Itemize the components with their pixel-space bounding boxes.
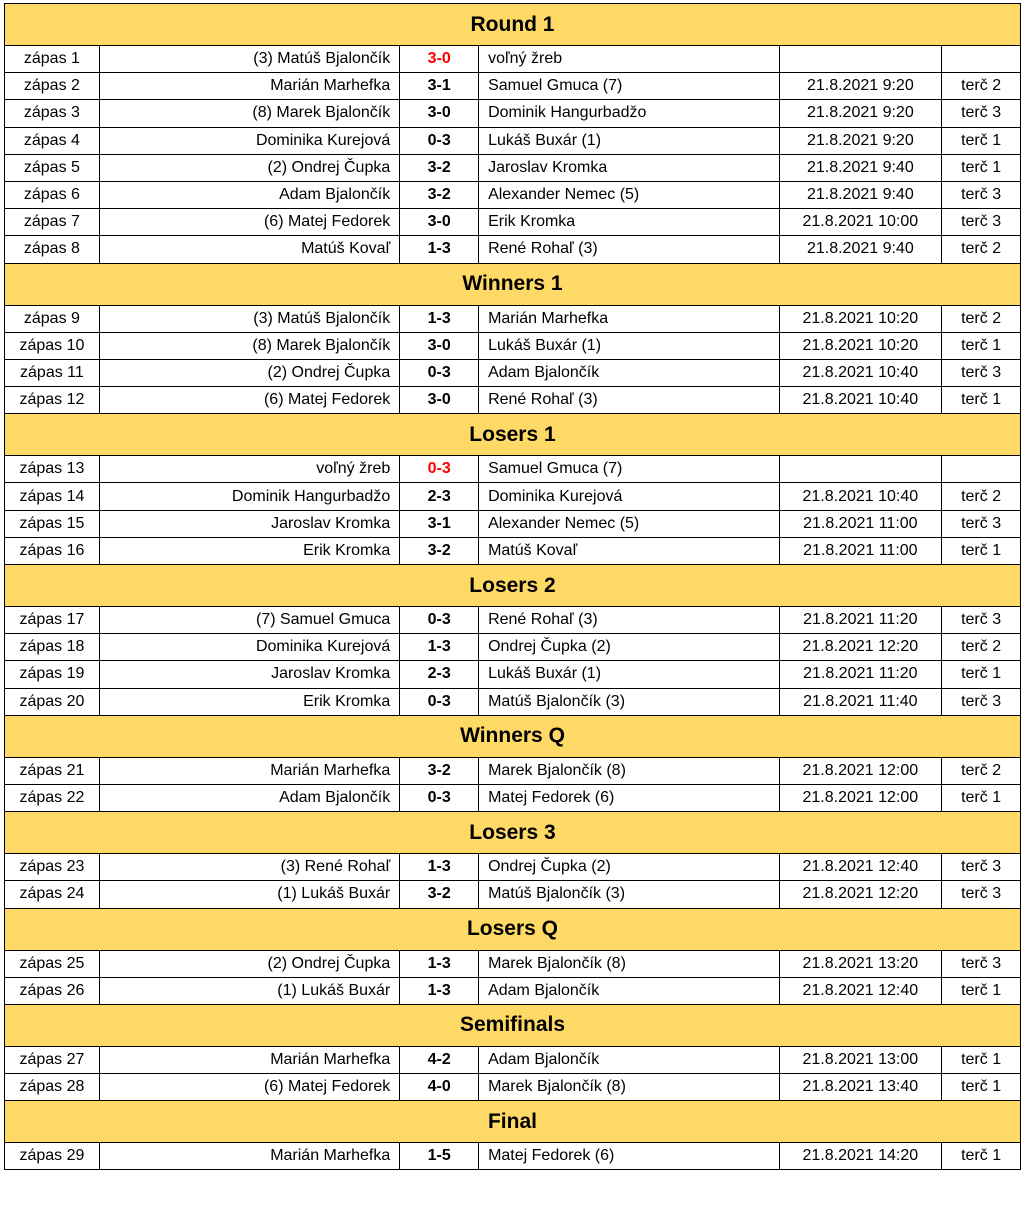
section-header: Losers 3	[4, 811, 1021, 854]
home-player-cell: Marián Marhefka	[99, 1142, 400, 1170]
match-number-cell: zápas 18	[4, 633, 100, 661]
table-row	[4, 235, 1021, 263]
datetime-cell: 21.8.2021 10:20	[779, 305, 943, 333]
score-cell: 2-3	[399, 482, 479, 510]
board-cell: terč 1	[941, 1142, 1021, 1170]
datetime-cell: 21.8.2021 12:40	[779, 853, 943, 881]
match-number-cell: zápas 29	[4, 1142, 100, 1170]
board-cell: terč 1	[941, 154, 1021, 182]
datetime-cell: 21.8.2021 11:40	[779, 688, 943, 716]
board-cell: terč 1	[941, 977, 1021, 1005]
home-player-cell: Adam Bjalončík	[99, 784, 400, 812]
home-player-cell: Dominika Kurejová	[99, 633, 400, 661]
table-row	[4, 305, 1021, 333]
match-number-cell: zápas 20	[4, 688, 100, 716]
datetime-cell: 21.8.2021 10:00	[779, 208, 943, 236]
table-row	[4, 99, 1021, 127]
table-row	[4, 1073, 1021, 1101]
score-cell: 0-3	[399, 784, 479, 812]
table-row	[4, 154, 1021, 182]
score-cell: 0-3	[399, 455, 479, 483]
datetime-cell	[779, 45, 943, 73]
section-header: Final	[4, 1100, 1021, 1143]
score-cell: 3-0	[399, 99, 479, 127]
table-row	[4, 660, 1021, 688]
match-number-cell: zápas 5	[4, 154, 100, 182]
score-cell: 3-0	[399, 386, 479, 414]
section-header: Winners Q	[4, 715, 1021, 758]
datetime-cell: 21.8.2021 10:20	[779, 332, 943, 360]
board-cell: terč 3	[941, 880, 1021, 908]
table-row	[4, 72, 1021, 100]
board-cell: terč 1	[941, 537, 1021, 565]
match-number-cell: zápas 21	[4, 757, 100, 785]
home-player-cell: Erik Kromka	[99, 537, 400, 565]
table-row	[4, 1142, 1021, 1170]
board-cell	[941, 45, 1021, 73]
away-player-cell: Matej Fedorek (6)	[478, 1142, 779, 1170]
board-cell	[941, 455, 1021, 483]
match-number-cell: zápas 1	[4, 45, 100, 73]
home-player-cell: (1) Lukáš Buxár	[99, 977, 400, 1005]
score-cell: 3-2	[399, 154, 479, 182]
board-cell: terč 1	[941, 127, 1021, 155]
score-cell: 3-2	[399, 757, 479, 785]
table-row	[4, 633, 1021, 661]
section-header: Losers 2	[4, 564, 1021, 607]
home-player-cell: (3) René Rohaľ	[99, 853, 400, 881]
away-player-cell: Matúš Bjalončík (3)	[478, 880, 779, 908]
score-cell: 1-3	[399, 305, 479, 333]
away-player-cell: Adam Bjalončík	[478, 977, 779, 1005]
match-number-cell: zápas 16	[4, 537, 100, 565]
datetime-cell: 21.8.2021 12:40	[779, 977, 943, 1005]
score-cell: 3-0	[399, 45, 479, 73]
match-number-cell: zápas 6	[4, 181, 100, 209]
match-number-cell: zápas 12	[4, 386, 100, 414]
table-row	[4, 606, 1021, 634]
score-cell: 1-3	[399, 633, 479, 661]
away-player-cell: René Rohaľ (3)	[478, 606, 779, 634]
section-header: Losers Q	[4, 908, 1021, 951]
board-cell: terč 1	[941, 660, 1021, 688]
board-cell: terč 3	[941, 688, 1021, 716]
score-cell: 1-3	[399, 977, 479, 1005]
datetime-cell: 21.8.2021 12:00	[779, 757, 943, 785]
score-cell: 0-3	[399, 359, 479, 387]
home-player-cell: Marián Marhefka	[99, 72, 400, 100]
home-player-cell: (2) Ondrej Čupka	[99, 154, 400, 182]
match-number-cell: zápas 9	[4, 305, 100, 333]
home-player-cell: Matúš Kovaľ	[99, 235, 400, 263]
away-player-cell: Adam Bjalončík	[478, 359, 779, 387]
home-player-cell: Marián Marhefka	[99, 1046, 400, 1074]
score-cell: 4-2	[399, 1046, 479, 1074]
match-number-cell: zápas 13	[4, 455, 100, 483]
section-header: Losers 1	[4, 413, 1021, 456]
score-cell: 0-3	[399, 688, 479, 716]
away-player-cell: Samuel Gmuca (7)	[478, 72, 779, 100]
away-player-cell: voľný žreb	[478, 45, 779, 73]
board-cell: terč 2	[941, 72, 1021, 100]
score-cell: 1-3	[399, 950, 479, 978]
table-row	[4, 853, 1021, 881]
board-cell: terč 3	[941, 208, 1021, 236]
table-row	[4, 359, 1021, 387]
board-cell: terč 1	[941, 1073, 1021, 1101]
score-cell: 3-2	[399, 181, 479, 209]
away-player-cell: Lukáš Buxár (1)	[478, 332, 779, 360]
score-cell: 0-3	[399, 127, 479, 155]
away-player-cell: Marek Bjalončík (8)	[478, 757, 779, 785]
datetime-cell: 21.8.2021 11:20	[779, 660, 943, 688]
away-player-cell: Jaroslav Kromka	[478, 154, 779, 182]
table-row	[4, 127, 1021, 155]
match-number-cell: zápas 19	[4, 660, 100, 688]
away-player-cell: Alexander Nemec (5)	[478, 510, 779, 538]
score-cell: 3-2	[399, 880, 479, 908]
datetime-cell: 21.8.2021 9:20	[779, 72, 943, 100]
away-player-cell: Marek Bjalončík (8)	[478, 950, 779, 978]
home-player-cell: (6) Matej Fedorek	[99, 1073, 400, 1101]
home-player-cell: (1) Lukáš Buxár	[99, 880, 400, 908]
away-player-cell: Marián Marhefka	[478, 305, 779, 333]
away-player-cell: Erik Kromka	[478, 208, 779, 236]
table-row	[4, 688, 1021, 716]
datetime-cell: 21.8.2021 10:40	[779, 386, 943, 414]
match-number-cell: zápas 15	[4, 510, 100, 538]
away-player-cell: Ondrej Čupka (2)	[478, 633, 779, 661]
board-cell: terč 2	[941, 305, 1021, 333]
table-row	[4, 977, 1021, 1005]
table-row	[4, 880, 1021, 908]
table-row	[4, 1046, 1021, 1074]
away-player-cell: René Rohaľ (3)	[478, 235, 779, 263]
home-player-cell: (2) Ondrej Čupka	[99, 359, 400, 387]
table-row	[4, 332, 1021, 360]
home-player-cell: (2) Ondrej Čupka	[99, 950, 400, 978]
match-number-cell: zápas 3	[4, 99, 100, 127]
datetime-cell: 21.8.2021 9:20	[779, 99, 943, 127]
table-row	[4, 455, 1021, 483]
datetime-cell: 21.8.2021 12:20	[779, 880, 943, 908]
away-player-cell: Lukáš Buxár (1)	[478, 660, 779, 688]
score-cell: 4-0	[399, 1073, 479, 1101]
board-cell: terč 1	[941, 386, 1021, 414]
away-player-cell: Marek Bjalončík (8)	[478, 1073, 779, 1101]
table-row	[4, 386, 1021, 414]
board-cell: terč 3	[941, 181, 1021, 209]
home-player-cell: Marián Marhefka	[99, 757, 400, 785]
datetime-cell: 21.8.2021 14:20	[779, 1142, 943, 1170]
match-number-cell: zápas 7	[4, 208, 100, 236]
datetime-cell: 21.8.2021 13:20	[779, 950, 943, 978]
table-row	[4, 208, 1021, 236]
score-cell: 3-0	[399, 208, 479, 236]
board-cell: terč 3	[941, 950, 1021, 978]
board-cell: terč 3	[941, 510, 1021, 538]
table-row	[4, 950, 1021, 978]
away-player-cell: Adam Bjalončík	[478, 1046, 779, 1074]
away-player-cell: Lukáš Buxár (1)	[478, 127, 779, 155]
datetime-cell: 21.8.2021 13:00	[779, 1046, 943, 1074]
away-player-cell: René Rohaľ (3)	[478, 386, 779, 414]
away-player-cell: Alexander Nemec (5)	[478, 181, 779, 209]
match-number-cell: zápas 11	[4, 359, 100, 387]
away-player-cell: Matúš Kovaľ	[478, 537, 779, 565]
board-cell: terč 1	[941, 332, 1021, 360]
score-cell: 1-3	[399, 853, 479, 881]
datetime-cell: 21.8.2021 9:40	[779, 235, 943, 263]
datetime-cell: 21.8.2021 11:20	[779, 606, 943, 634]
board-cell: terč 3	[941, 359, 1021, 387]
table-row	[4, 482, 1021, 510]
away-player-cell: Dominik Hangurbadžo	[478, 99, 779, 127]
match-number-cell: zápas 22	[4, 784, 100, 812]
match-number-cell: zápas 10	[4, 332, 100, 360]
board-cell: terč 2	[941, 235, 1021, 263]
section-header: Winners 1	[4, 263, 1021, 306]
score-cell: 1-5	[399, 1142, 479, 1170]
datetime-cell: 21.8.2021 10:40	[779, 482, 943, 510]
score-cell: 1-3	[399, 235, 479, 263]
home-player-cell: (3) Matúš Bjalončík	[99, 45, 400, 73]
home-player-cell: (6) Matej Fedorek	[99, 208, 400, 236]
home-player-cell: Jaroslav Kromka	[99, 660, 400, 688]
home-player-cell: (7) Samuel Gmuca	[99, 606, 400, 634]
datetime-cell: 21.8.2021 11:00	[779, 510, 943, 538]
board-cell: terč 3	[941, 99, 1021, 127]
board-cell: terč 1	[941, 784, 1021, 812]
home-player-cell: voľný žreb	[99, 455, 400, 483]
datetime-cell: 21.8.2021 11:00	[779, 537, 943, 565]
board-cell: terč 3	[941, 853, 1021, 881]
score-cell: 0-3	[399, 606, 479, 634]
match-number-cell: zápas 23	[4, 853, 100, 881]
away-player-cell: Samuel Gmuca (7)	[478, 455, 779, 483]
away-player-cell: Matej Fedorek (6)	[478, 784, 779, 812]
match-number-cell: zápas 24	[4, 880, 100, 908]
table-row	[4, 757, 1021, 785]
datetime-cell: 21.8.2021 12:00	[779, 784, 943, 812]
table-row	[4, 181, 1021, 209]
datetime-cell	[779, 455, 943, 483]
match-number-cell: zápas 28	[4, 1073, 100, 1101]
match-number-cell: zápas 2	[4, 72, 100, 100]
home-player-cell: (8) Marek Bjalončík	[99, 99, 400, 127]
datetime-cell: 21.8.2021 12:20	[779, 633, 943, 661]
table-row	[4, 784, 1021, 812]
away-player-cell: Dominika Kurejová	[478, 482, 779, 510]
home-player-cell: (6) Matej Fedorek	[99, 386, 400, 414]
match-number-cell: zápas 27	[4, 1046, 100, 1074]
score-cell: 3-1	[399, 510, 479, 538]
home-player-cell: Jaroslav Kromka	[99, 510, 400, 538]
board-cell: terč 2	[941, 757, 1021, 785]
score-cell: 3-0	[399, 332, 479, 360]
home-player-cell: Dominik Hangurbadžo	[99, 482, 400, 510]
datetime-cell: 21.8.2021 9:20	[779, 127, 943, 155]
board-cell: terč 2	[941, 633, 1021, 661]
score-cell: 3-1	[399, 72, 479, 100]
match-number-cell: zápas 26	[4, 977, 100, 1005]
section-header: Semifinals	[4, 1004, 1021, 1047]
datetime-cell: 21.8.2021 9:40	[779, 181, 943, 209]
section-header: Round 1	[4, 3, 1021, 46]
home-player-cell: (8) Marek Bjalončík	[99, 332, 400, 360]
match-number-cell: zápas 8	[4, 235, 100, 263]
board-cell: terč 3	[941, 606, 1021, 634]
home-player-cell: Erik Kromka	[99, 688, 400, 716]
home-player-cell: Dominika Kurejová	[99, 127, 400, 155]
bracket-schedule-table	[4, 4, 1021, 1170]
score-cell: 2-3	[399, 660, 479, 688]
datetime-cell: 21.8.2021 10:40	[779, 359, 943, 387]
board-cell: terč 1	[941, 1046, 1021, 1074]
away-player-cell: Matúš Bjalončík (3)	[478, 688, 779, 716]
match-number-cell: zápas 17	[4, 606, 100, 634]
datetime-cell: 21.8.2021 9:40	[779, 154, 943, 182]
datetime-cell: 21.8.2021 13:40	[779, 1073, 943, 1101]
home-player-cell: Adam Bjalončík	[99, 181, 400, 209]
match-number-cell: zápas 25	[4, 950, 100, 978]
table-row	[4, 45, 1021, 73]
match-number-cell: zápas 14	[4, 482, 100, 510]
table-row	[4, 537, 1021, 565]
home-player-cell: (3) Matúš Bjalončík	[99, 305, 400, 333]
away-player-cell: Ondrej Čupka (2)	[478, 853, 779, 881]
table-row	[4, 510, 1021, 538]
board-cell: terč 2	[941, 482, 1021, 510]
match-number-cell: zápas 4	[4, 127, 100, 155]
score-cell: 3-2	[399, 537, 479, 565]
